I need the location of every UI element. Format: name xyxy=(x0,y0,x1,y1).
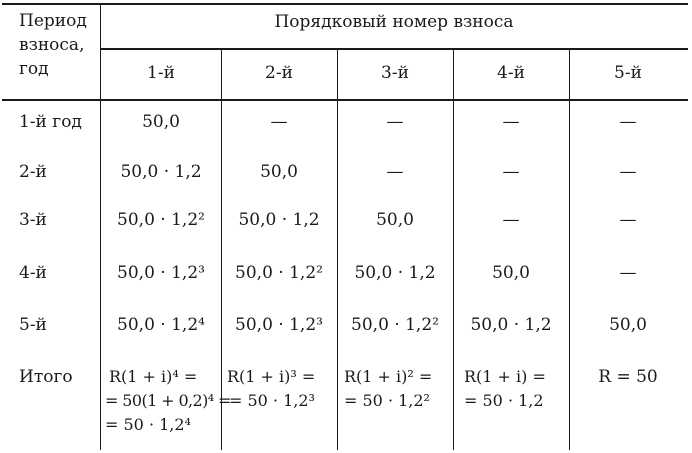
total-col5-line-1: R = 50 xyxy=(598,367,658,387)
header-bottom-rule xyxy=(2,99,688,101)
table-cell: — xyxy=(619,263,637,283)
table-cell: 50,0 · 1,2³ xyxy=(235,315,323,335)
column-header-2: 2-й xyxy=(265,63,293,83)
subheader-rule xyxy=(100,48,688,50)
table-cell: 50,0 xyxy=(142,112,180,132)
total-col4-line-1: R(1 + i) = xyxy=(464,367,546,386)
table-cell: — xyxy=(619,112,637,132)
annuity-table xyxy=(2,3,688,450)
column-header-3: 3-й xyxy=(381,63,409,83)
table-cell: 50,0 · 1,2 xyxy=(238,210,320,230)
table-cell: 50,0 · 1,2 xyxy=(470,315,552,335)
table-cell: — xyxy=(386,112,404,132)
period-header-line-2: взноса, xyxy=(19,35,85,55)
table-cell: 50,0 · 1,2⁴ xyxy=(117,315,205,335)
total-col1-line-1: R(1 + i)⁴ = xyxy=(109,367,198,386)
table-cell: 50,0 xyxy=(376,210,414,230)
period-header xyxy=(19,9,87,81)
table-cell: — xyxy=(502,162,520,182)
total-col4 xyxy=(464,369,546,417)
table-cell: — xyxy=(502,112,520,132)
payment-number-header: Порядковый номер взноса xyxy=(274,12,514,32)
table-cell: 50,0 · 1,2² xyxy=(117,210,205,230)
row-period: 4-й xyxy=(19,263,47,283)
total-col1-line-2: = 50(1 + 0,2)⁴ = xyxy=(105,391,231,410)
table-cell: — xyxy=(619,162,637,182)
total-label: Итого xyxy=(19,367,73,387)
top-rule xyxy=(2,3,688,5)
total-col3-line-1: R(1 + i)² = xyxy=(344,367,433,386)
column-header-5: 5-й xyxy=(614,63,642,83)
total-col2-line-1: R(1 + i)³ = xyxy=(227,367,316,386)
table-cell: 50,0 · 1,2² xyxy=(351,315,439,335)
table-cell: 50,0 xyxy=(492,263,530,283)
col-divider-3 xyxy=(453,48,454,450)
total-col2 xyxy=(227,369,315,417)
row-period: 2-й xyxy=(19,162,47,182)
table-cell: 50,0 · 1,2 xyxy=(354,263,436,283)
total-col2-line-2: = 50 · 1,2³ xyxy=(229,391,315,410)
total-col4-line-2: = 50 · 1,2 xyxy=(464,391,544,410)
table-cell: — xyxy=(502,210,520,230)
col-divider-2 xyxy=(337,48,338,450)
column-header-1: 1-й xyxy=(147,63,175,83)
table-cell: 50,0 xyxy=(260,162,298,182)
row-period: 3-й xyxy=(19,210,47,230)
row-period: 1-й год xyxy=(19,112,82,132)
period-header-line-1: Период xyxy=(19,11,87,31)
total-col5 xyxy=(598,369,657,386)
table-cell: — xyxy=(270,112,288,132)
table-cell: 50,0 xyxy=(609,315,647,335)
total-col1 xyxy=(105,369,231,441)
col-divider-period xyxy=(100,3,101,450)
table-cell: 50,0 · 1,2³ xyxy=(117,263,205,283)
total-col1-line-3: = 50 · 1,2⁴ xyxy=(105,415,191,434)
row-period: 5-й xyxy=(19,315,47,335)
table-cell: — xyxy=(619,210,637,230)
table-cell: — xyxy=(386,162,404,182)
total-col3-line-2: = 50 · 1,2² xyxy=(344,391,430,410)
table-cell: 50,0 · 1,2² xyxy=(235,263,323,283)
total-col3 xyxy=(344,369,432,417)
period-header-line-3: год xyxy=(19,59,49,79)
col-divider-4 xyxy=(569,48,570,450)
table-cell: 50,0 · 1,2 xyxy=(120,162,202,182)
column-header-4: 4-й xyxy=(497,63,525,83)
